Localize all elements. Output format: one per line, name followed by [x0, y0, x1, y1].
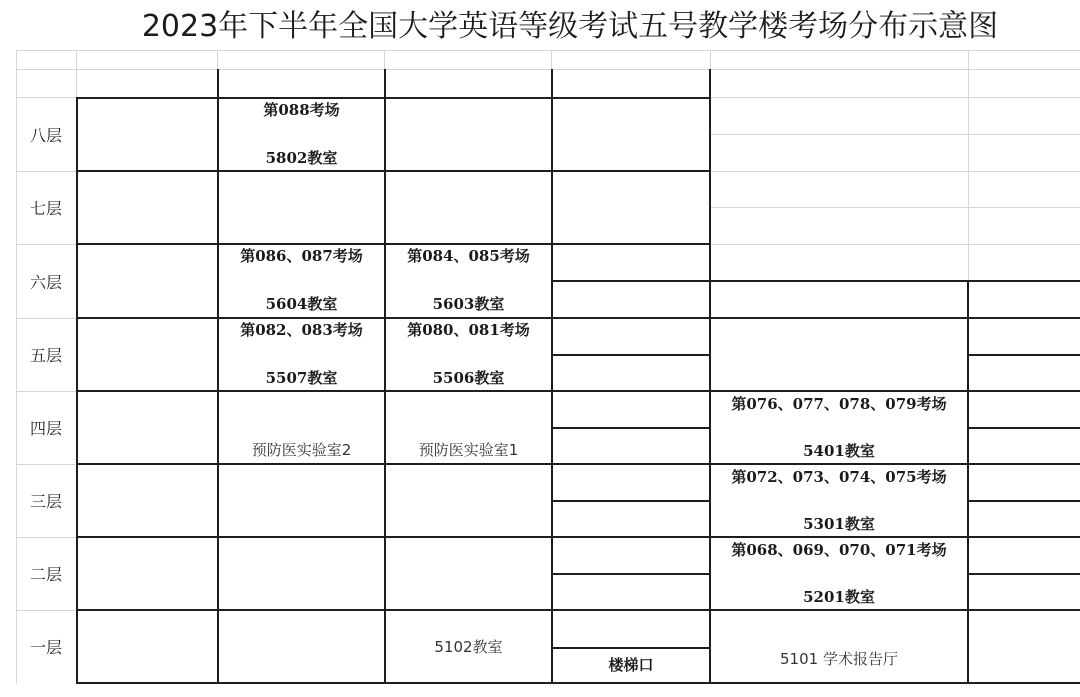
lab-label: 预防医实验室1: [418, 441, 519, 459]
stairs-label: 楼梯口: [608, 656, 654, 674]
border-line: [968, 427, 1080, 429]
exam-room-label: 第084、085考场: [407, 247, 530, 265]
grid-line: [710, 171, 1080, 172]
classroom-label: 5507教室: [265, 369, 338, 387]
exam-room-label: 第082、083考场: [240, 321, 363, 339]
grid-line: [710, 97, 1080, 98]
classroom-label: 5506教室: [432, 369, 505, 387]
grid-line: [710, 207, 1080, 208]
border-line: [76, 97, 78, 684]
border-line: [76, 536, 1080, 538]
border-line: [76, 682, 1080, 684]
border-line: [551, 573, 710, 575]
border-line: [967, 280, 969, 684]
border-line: [76, 609, 1080, 611]
border-line: [551, 500, 710, 502]
grid-line: [16, 50, 1080, 51]
classroom-label: 5201教室: [803, 588, 875, 606]
floor-label-2: 二层: [29, 565, 62, 584]
border-line: [551, 427, 710, 429]
floor-label-1: 一层: [29, 638, 62, 657]
classroom-label: 5603教室: [432, 295, 505, 313]
page-title: 2023年下半年全国大学英语等级考试五号教学楼考场分布示意图: [141, 9, 999, 44]
border-line: [76, 390, 1080, 392]
border-line: [551, 354, 710, 356]
floor-label-4: 四层: [29, 419, 62, 438]
border-line: [76, 317, 1080, 319]
floor-label-8: 八层: [29, 126, 62, 145]
border-line: [968, 500, 1080, 502]
exam-room-label: 第088考场: [263, 101, 340, 119]
lecture-hall-label: 5101 学术报告厅: [780, 650, 898, 668]
border-line: [76, 243, 710, 245]
border-line: [551, 647, 710, 649]
grid-line: [710, 244, 1080, 245]
border-line: [968, 573, 1080, 575]
exam-room-label: 第080、081考场: [407, 321, 530, 339]
grid-line: [16, 69, 1080, 70]
classroom-label: 5802教室: [265, 149, 338, 167]
lab-label: 预防医实验室2: [251, 441, 352, 459]
grid-line: [76, 50, 77, 98]
border-line: [76, 170, 710, 172]
exam-room-label: 第086、087考场: [240, 247, 363, 265]
exam-room-label: 第072、073、074、075考场: [731, 468, 947, 486]
floor-label-7: 七层: [29, 199, 62, 218]
classroom-label: 5604教室: [265, 295, 338, 313]
classroom-label: 5102教室: [434, 638, 503, 656]
border-line: [551, 280, 1080, 282]
grid-line: [968, 50, 969, 282]
classroom-label: 5401教室: [803, 442, 875, 460]
exam-room-label: 第076、077、078、079考场: [731, 395, 947, 413]
classroom-label: 5301教室: [803, 515, 875, 533]
grid-line: [710, 134, 1080, 135]
floor-label-6: 六层: [29, 272, 62, 292]
floor-label-5: 五层: [29, 346, 62, 365]
exam-room-label: 第068、069、070、071考场: [731, 541, 947, 559]
border-line: [551, 69, 553, 684]
border-line: [968, 354, 1080, 356]
border-line: [76, 463, 1080, 465]
border-line: [76, 97, 710, 99]
floor-label-3: 三层: [29, 492, 62, 511]
